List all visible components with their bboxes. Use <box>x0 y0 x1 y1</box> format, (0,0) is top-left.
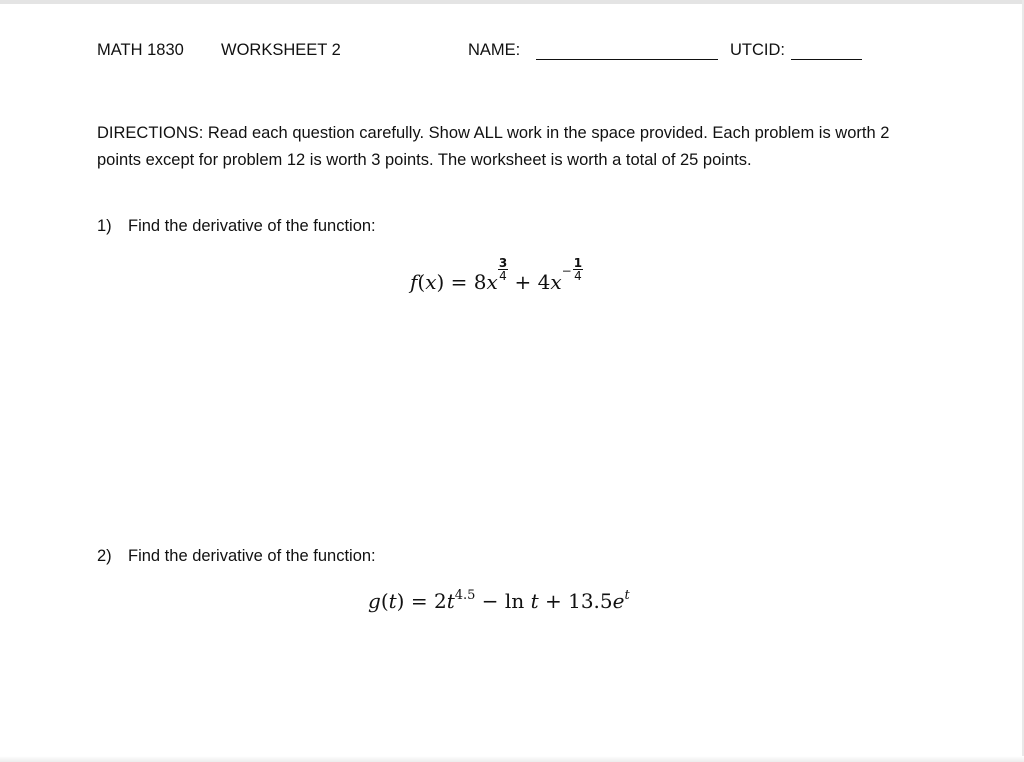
directions-block <box>97 120 927 174</box>
directions-text: DIRECTIONS: Read each question carefully. Show ALL work in the space provided. Each problem is worth 2 points except for problem 12 is worth 3 points. The worksheet is worth a total of 25 points. <box>97 124 890 169</box>
coefficient: 8 <box>473 270 487 294</box>
plus-sign: + <box>544 589 562 613</box>
question-prompt: Find the derivative of the function: <box>128 547 376 565</box>
exponent-fraction <box>573 257 583 282</box>
question-2-formula: $g(t) = 2t^{4.5} - \ln t + 13.5e^t$ <box>368 588 630 613</box>
exponent-negative-sign: − <box>561 264 572 278</box>
name-blank-line[interactable] <box>536 59 718 60</box>
course-code: MATH 1830 <box>97 41 184 59</box>
equals-sign: = <box>450 270 468 294</box>
worksheet-title: WORKSHEET 2 <box>221 41 341 59</box>
question-number: 2) <box>97 547 112 565</box>
exponent: 4.5 <box>454 588 476 603</box>
function-variable: t <box>388 589 397 613</box>
variable: t <box>530 589 539 613</box>
question-2 <box>97 546 376 566</box>
minus-sign: − <box>481 589 499 613</box>
equals-sign: = <box>410 589 428 613</box>
variable: x <box>486 270 498 294</box>
coefficient: 4 <box>537 270 551 294</box>
variable: x <box>550 270 562 294</box>
utcid-blank-line[interactable] <box>791 59 862 60</box>
question-number: 1) <box>97 217 112 235</box>
page-top-border <box>0 0 1024 4</box>
plus-sign: + <box>514 270 532 294</box>
coefficient: 13.5 <box>568 589 613 613</box>
function-name: g <box>368 589 381 613</box>
coefficient: 2 <box>433 589 447 613</box>
exponent-numerator: 1 <box>573 256 583 270</box>
question-1 <box>97 216 376 236</box>
exponent-numerator: 3 <box>498 256 508 270</box>
function-variable: x <box>425 270 437 294</box>
question-1-formula: f(x) = 8x $\frac{3}{4}$ + 4x− $\frac{1}{4}$ <box>410 256 583 294</box>
page-bottom-shadow <box>0 756 1024 762</box>
exponent-denominator: 4 <box>499 269 507 283</box>
variable: t <box>446 589 455 613</box>
function-name: f <box>410 270 418 294</box>
ln-operator: ln <box>504 589 525 613</box>
name-label: NAME: <box>468 41 521 59</box>
utcid-label: UTCID: <box>730 41 785 59</box>
question-prompt: Find the derivative of the function: <box>128 217 376 235</box>
exponent-denominator: 4 <box>574 269 582 283</box>
exponent: t <box>624 588 630 603</box>
euler-e: e <box>612 589 625 613</box>
exponent-fraction <box>498 257 508 282</box>
